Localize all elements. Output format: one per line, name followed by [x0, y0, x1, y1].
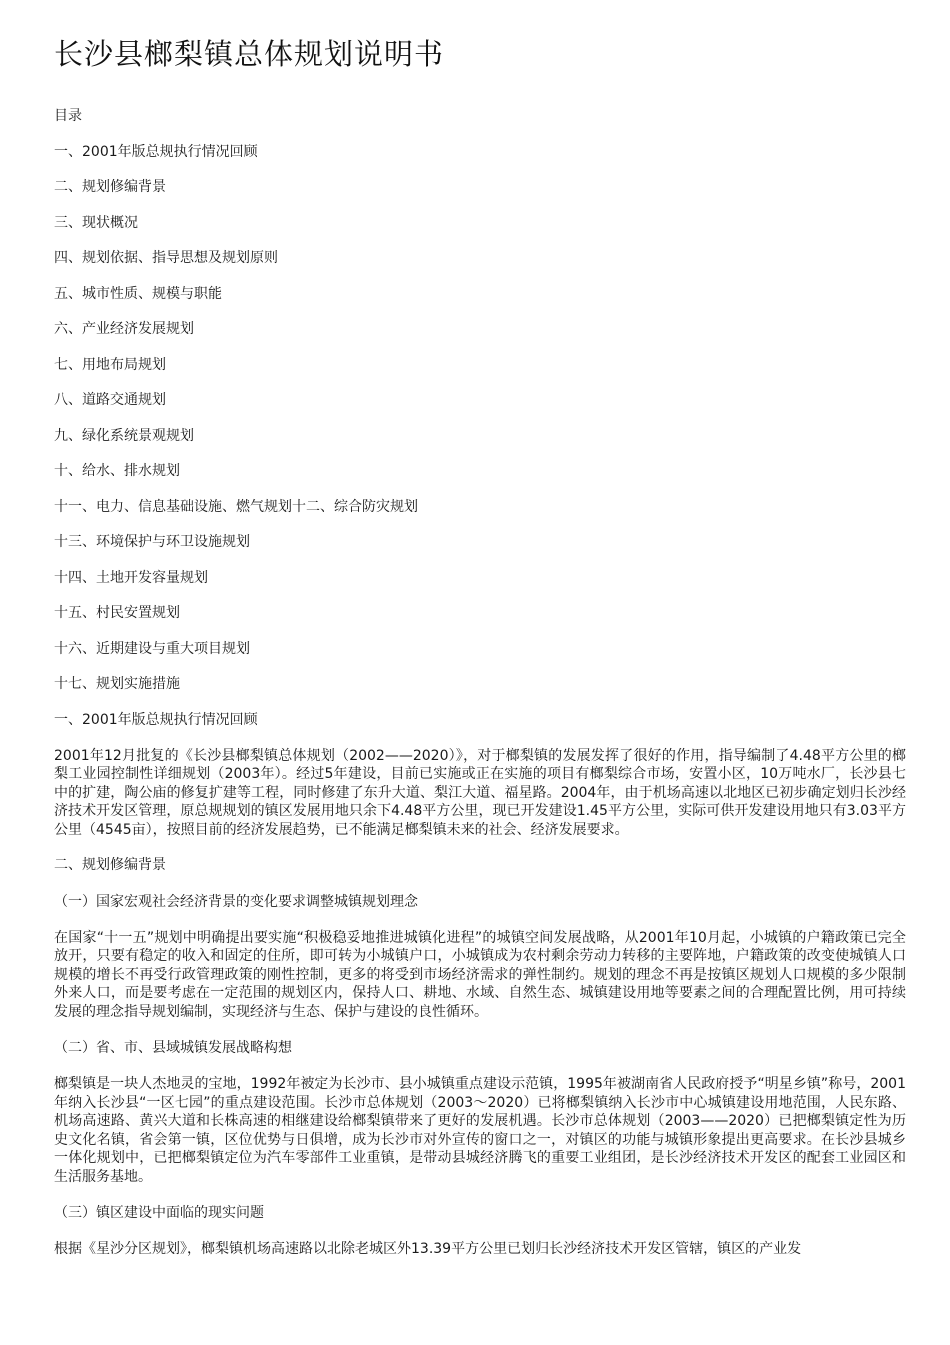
- subsection-heading: （三）镇区建设中面临的现实问题: [54, 1205, 264, 1221]
- body-paragraph: 根据《星沙分区规划》，榔梨镇机场高速路以北除老城区外13.39平方公里已划归长沙经济技术开发区管辖，镇区的产业发: [54, 1241, 802, 1257]
- body-paragraph: 在国家“十一五”规划中明确提出要实施“积极稳妥地推进城镇化进程”的城镇空间发展战略，从2001年10月起，小城镇的户籍政策已完全放开，只要有稳定的收入和固定的住所，即可转为小城镇户口，小城镇成为农村剩余劳动力转移的主要阵地，户籍政策的改变使城镇人口规模的增长不再受行政管理政策的刚性控制，更多的将受到市场经济需求的弹性制约。规划的理念不再是按镇区规划人口规模的多少限制外来人口，而是要考虑在一定范围的规划区内，保持人口、耕地、水域、自然生态、城镇建设用地等要素之间的合理配置比例，用可持续发展的理念指导规划编制，实现经济与生态、保护与建设的良性循环。: [54, 929, 906, 1020]
- toc-item: 五、城市性质、规模与职能: [54, 285, 222, 302]
- toc-item: 三、现状概况: [54, 214, 138, 231]
- toc-item: 七、用地布局规划: [54, 356, 166, 373]
- subsection-heading: （二）省、市、县域城镇发展战略构想: [54, 1040, 292, 1056]
- toc-item: 八、道路交通规划: [54, 392, 166, 408]
- toc-item: 六、产业经济发展规划: [54, 321, 194, 337]
- toc-item: 一、2001年版总规执行情况回顾: [54, 143, 258, 160]
- subsection-heading: （一）国家宏观社会经济背景的变化要求调整城镇规划理念: [54, 893, 418, 910]
- toc-item: 十四、土地开发容量规划: [54, 569, 208, 586]
- toc-item: 二、规划修编背景: [54, 179, 166, 195]
- toc-item: 九、绿化系统景观规划: [54, 427, 194, 444]
- toc-item: 十七、规划实施措施: [54, 676, 180, 692]
- toc-label: 目录: [54, 108, 82, 124]
- section-heading: 一、2001年版总规执行情况回顾: [54, 711, 258, 728]
- body-paragraph: 2001年12月批复的《长沙县榔梨镇总体规划（2002——2020）》，对于榔梨镇的发展发挥了很好的作用，指导编制了4.48平方公里的榔梨工业园控制性详细规划（2003年）。经过5年建设，目前已实施或正在实施的项目有榔梨综合市场，安置小区，10万吨水厂，长沙县七中的扩建，陶公庙的修复扩建等工程，同时修建了东升大道、梨江大道、福星路。2004年，由于机场高速以北地区已初步确定划归长沙经济技术开发区管理，原总规规划的镇区发展用地只余下4.48平方公里，现已开发建设1.45平方公里，实际可供开发建设用地只有3.03平方公里（4545亩），按照目前的经济发展趋势，已不能满足榔梨镇未来的社会、经济发展要求。: [54, 747, 906, 838]
- toc-item: 十六、近期建设与重大项目规划: [54, 640, 250, 657]
- toc-item: 四、规划依据、指导思想及规划原则: [54, 250, 278, 266]
- toc-item: 十五、村民安置规划: [54, 605, 180, 621]
- body-paragraph: 榔梨镇是一块人杰地灵的宝地，1992年被定为长沙市、县小城镇重点建设示范镇，1995年被湖南省人民政府授予“明星乡镇”称号，2001年纳入长沙县“一区七园”的重点建设范围。长沙市总体规划（2003～2020）已将榔梨镇纳入长沙市中心城镇建设用地范围，人民东路、机场高速路、黄兴大道和长株高速的相继建设给榔梨镇带来了更好的发展机遇。长沙市总体规划（2003——2020）已把榔梨镇定性为历史文化名镇，省会第一镇，区位优势与日俱增，成为长沙市对外宣传的窗口之一，对镇区的功能与城镇形象提出更高要求。在长沙县城乡一体化规划中，已把榔梨镇定位为汽车零部件工业重镇，是带动县城经济腾飞的重要工业组团，是长沙经济技术开发区的配套工业园区和生活服务基地。: [54, 1076, 906, 1185]
- toc-item: 十三、环境保护与环卫设施规划: [54, 534, 250, 550]
- section-heading: 二、规划修编背景: [54, 856, 166, 873]
- table-of-contents: [54, 142, 906, 695]
- toc-item: 十、给水、排水规划: [54, 463, 180, 479]
- toc-item: 十一、电力、信息基础设施、燃气规划十二、综合防灾规划: [54, 498, 418, 515]
- document-title: 长沙县榔梨镇总体规划说明书: [54, 37, 445, 71]
